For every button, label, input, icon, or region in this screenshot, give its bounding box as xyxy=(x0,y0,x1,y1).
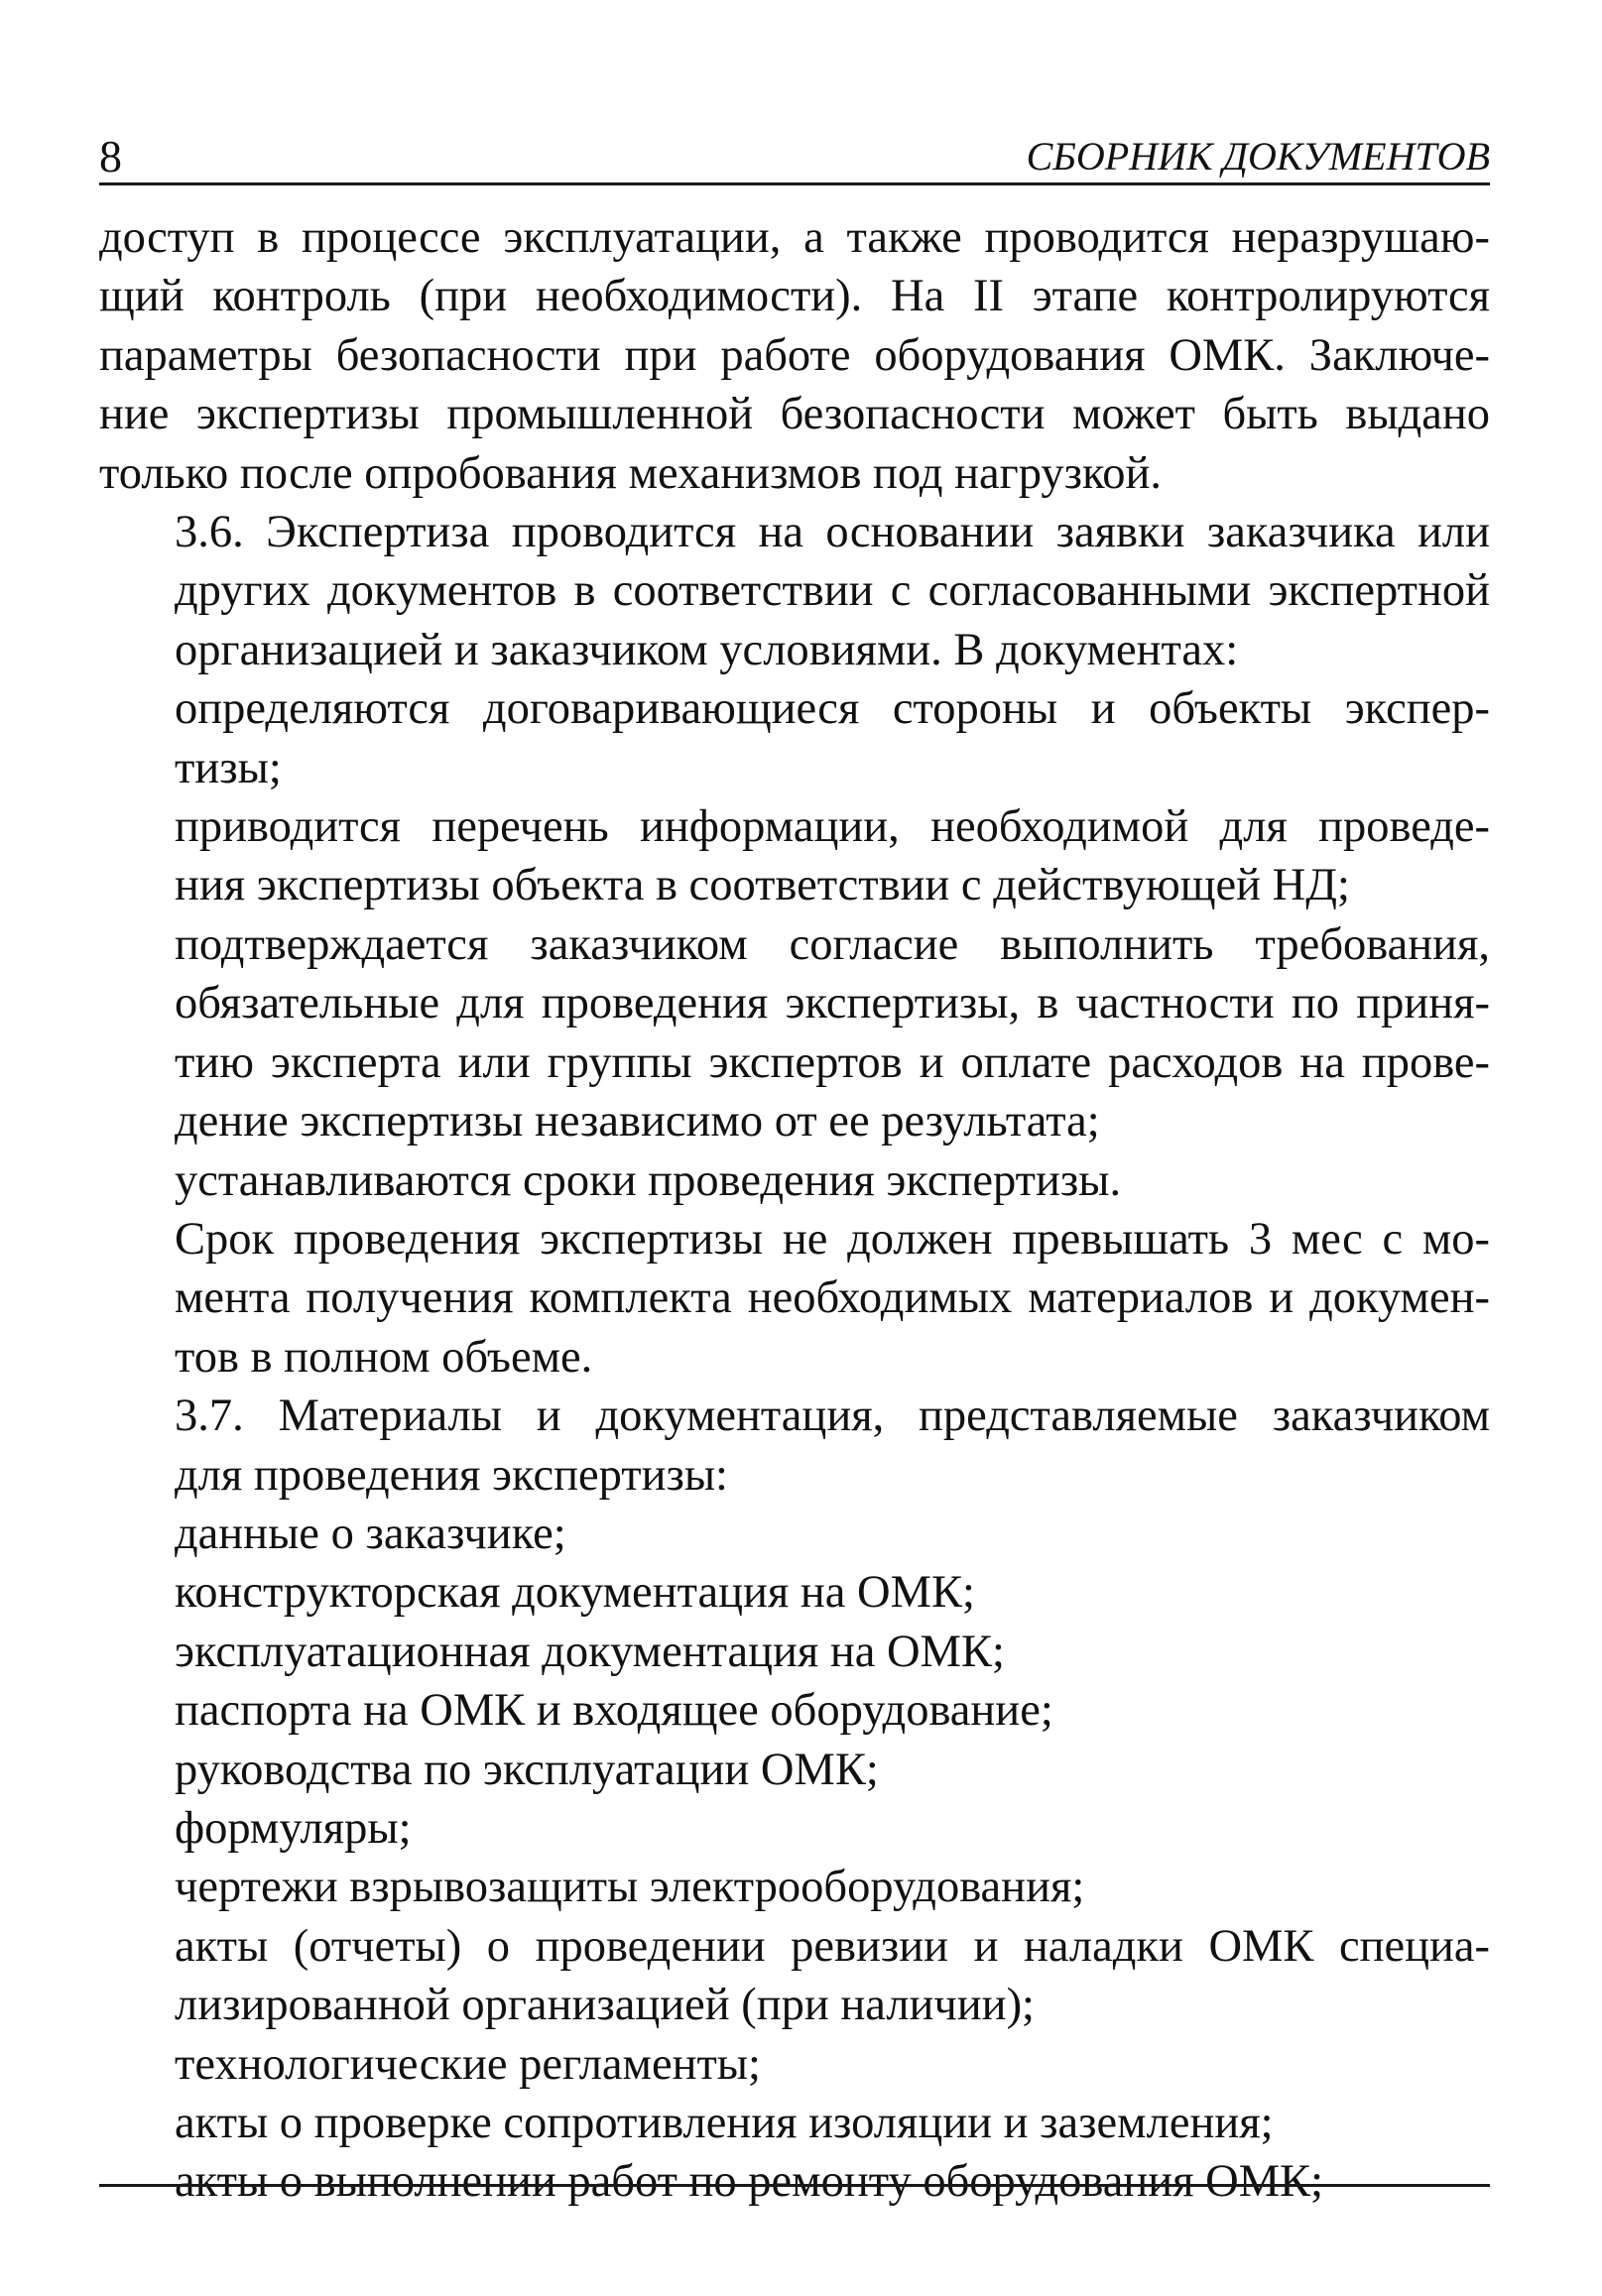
list-item-deadlines: устанавливаются сроки проведения экспертизы. xyxy=(175,1154,1122,1206)
text-line: определяются договаривающиеся стороны и объекты экспер- xyxy=(175,683,1490,735)
text-line: тов в полном объеме. xyxy=(175,1331,593,1383)
list-item: эксплуатационная документация на ОМК; xyxy=(175,1626,1005,1677)
text-line: обязательные для проведения экспертизы, в частности по приня- xyxy=(175,978,1490,1029)
list-item: данные о заказчике; xyxy=(175,1508,566,1559)
list-item: акты о выполнении работ по ремонту оборудования ОМК; xyxy=(175,2156,1323,2208)
text-line: других документов в соответствии с согласованными экспертной xyxy=(175,565,1490,617)
list-item: формуляры; xyxy=(175,1802,412,1854)
list-item: чертежи взрывозащиты электрооборудования; xyxy=(175,1862,1085,1913)
list-item: конструкторская документация на ОМК; xyxy=(175,1567,975,1619)
page-number: 8 xyxy=(99,131,122,181)
page-body xyxy=(99,208,1490,2212)
list-item-parties xyxy=(99,679,1490,797)
text-line: приводится перечень информации, необходимой для проведе- xyxy=(175,801,1490,853)
text-line: тию эксперта или группы экспертов и оплате расходов на прове- xyxy=(175,1036,1490,1088)
list-item: руководства по эксплуатации ОМК; xyxy=(175,1744,879,1795)
list-item-information xyxy=(99,797,1490,915)
text-line: подтверждается заказчиком согласие выполнить требования, xyxy=(175,918,1490,970)
text-line: доступ в процессе эксплуатации, а также проводится неразрушаю- xyxy=(99,212,1490,263)
text-line: дение экспертизы независимо от ее результата; xyxy=(175,1096,1100,1148)
text-line: лизированной организацией (при наличии); xyxy=(175,1980,1035,2031)
text-line: 3.7. Материалы и документация, представляемые заказчиком xyxy=(175,1390,1490,1442)
list-item-revision-acts xyxy=(99,1917,1490,2035)
footer-rule xyxy=(99,2184,1490,2187)
text-line: для проведения экспертизы: xyxy=(175,1449,728,1501)
text-line: ния экспертизы объекта в соответствии с действующей НД; xyxy=(175,860,1350,911)
text-line: ние экспертизы промышленной безопасности может быть выдано xyxy=(99,389,1490,440)
text-line: щий контроль (при необходимости). На II этапе контролируются xyxy=(99,271,1490,322)
text-line: Срок проведения экспертизы не должен превышать 3 мес с мо- xyxy=(175,1213,1490,1265)
text-line: параметры безопасности при работе оборудования ОМК. Заключе- xyxy=(99,329,1490,381)
text-line: тизы; xyxy=(175,742,282,793)
text-line: мента получения комплекта необходимых материалов и докумен- xyxy=(175,1272,1490,1324)
paragraph-3-6 xyxy=(99,503,1490,679)
paragraph-term xyxy=(99,1210,1490,1387)
text-line: организацией и заказчиком условиями. В документах: xyxy=(175,624,1239,675)
list-item-consent xyxy=(99,915,1490,1151)
list-item: паспорта на ОМК и входящее оборудование; xyxy=(175,1685,1053,1737)
list-item: технологические регламенты; xyxy=(175,2038,761,2090)
text-line: только после опробования механизмов под нагрузкой. xyxy=(99,447,1162,499)
paragraph-continuation xyxy=(99,208,1490,503)
running-title: СБОРНИК ДОКУМЕНТОВ xyxy=(1026,134,1490,179)
text-line: 3.6. Экспертиза проводится на основании заявки заказчика или xyxy=(175,507,1490,558)
list-item: акты о проверке сопротивления изоляции и заземления; xyxy=(175,2098,1274,2148)
page-header xyxy=(99,131,1490,185)
paragraph-3-7 xyxy=(99,1387,1490,1505)
text-line: акты (отчеты) о проведении ревизии и наладки ОМК специа- xyxy=(175,1920,1490,1972)
